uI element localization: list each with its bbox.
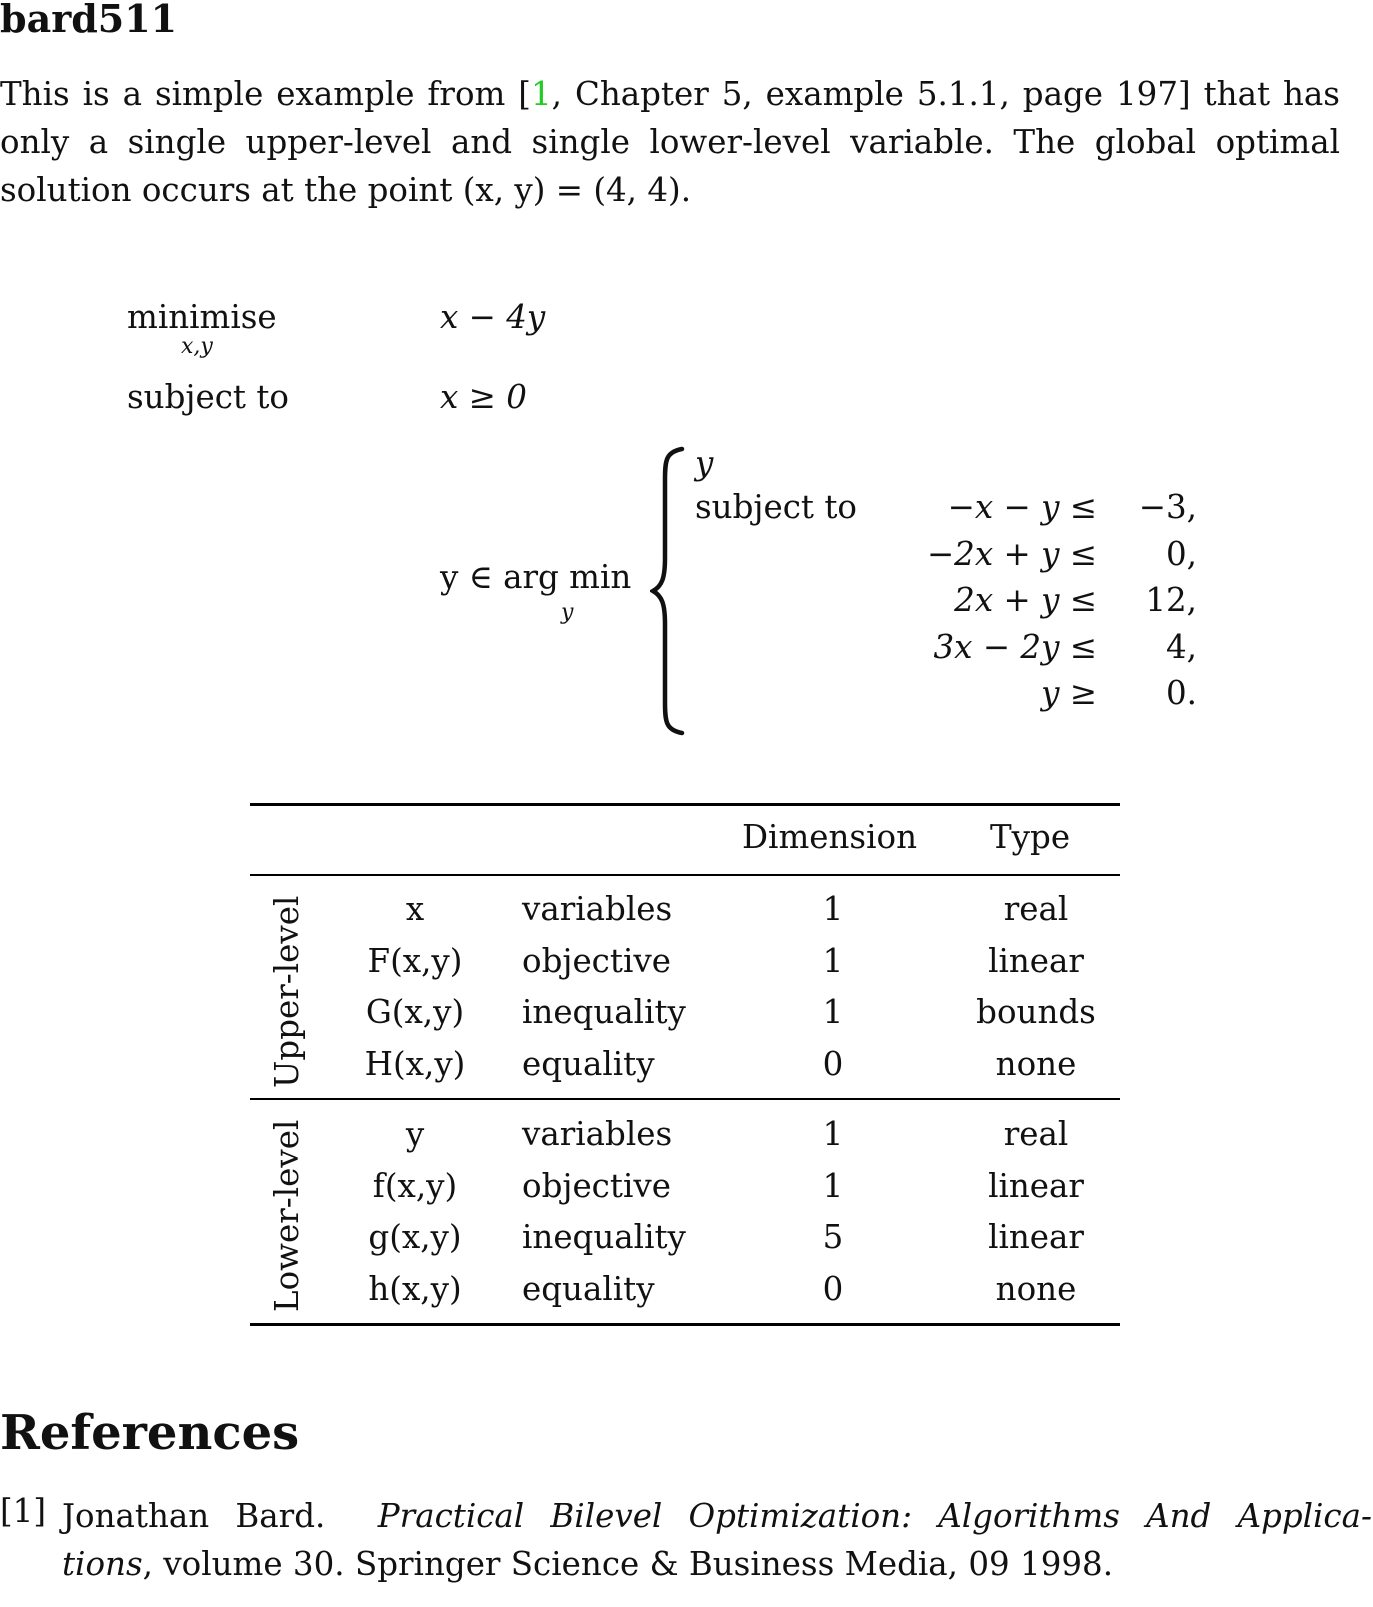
- citation-link[interactable]: 1: [530, 75, 552, 113]
- lower-level-label: Lower-level: [268, 1119, 306, 1312]
- table-mid-rule: [250, 1098, 1120, 1100]
- table-cell-dimension: 1: [822, 1166, 844, 1205]
- table-cell-type: real: [1003, 890, 1069, 928]
- table-cell-symbol: y: [405, 1115, 425, 1153]
- minimise-label: minimise: [127, 298, 277, 336]
- optimal-point-math: (x, y) = (4, 4): [462, 171, 681, 209]
- constraint-rhs: −3,: [1138, 488, 1197, 526]
- intro-text: .: [680, 171, 692, 209]
- table-cell-type: linear: [988, 1166, 1084, 1205]
- intro-text: , Chapter 5, example 5.1.1, page 197] that has: [551, 75, 1340, 113]
- argmin-subscript: y: [561, 600, 574, 625]
- table-cell-kind: inequality: [522, 1218, 686, 1256]
- table-cell-dimension: 0: [822, 1269, 844, 1308]
- constraint-lhs: 2x + y ≤: [954, 581, 1097, 619]
- page-title: bard511: [0, 0, 178, 41]
- upper-constraint: x ≥ 0: [440, 378, 527, 416]
- constraint-lhs: 3x − 2y ≤: [933, 628, 1097, 666]
- table-cell-type: none: [995, 1044, 1077, 1083]
- lower-subject-to-label: subject to: [695, 488, 857, 526]
- reference-entry: [62, 1492, 1372, 1588]
- constraint-rhs: 0,: [1165, 535, 1197, 573]
- reference-line-2: [62, 1540, 1372, 1588]
- constraint-lhs: −x − y ≤: [947, 488, 1097, 526]
- reference-line-1: [62, 1492, 1372, 1540]
- table-header-rule: [250, 874, 1120, 876]
- table-top-rule: [250, 803, 1120, 806]
- constraint-lhs: −2x + y ≤: [926, 535, 1097, 573]
- table-cell-kind: objective: [522, 1166, 671, 1205]
- table-cell-kind: variables: [522, 1115, 673, 1153]
- references-heading: References: [0, 1405, 300, 1461]
- argmin-expression: y ∈ arg min: [440, 558, 632, 596]
- table-cell-symbol: G(x,y): [365, 993, 465, 1031]
- reference-number: [1]: [0, 1492, 47, 1530]
- reference-details: , volume 30. Springer Science & Business Media, 09 1998.: [142, 1545, 1114, 1583]
- table-cell-kind: inequality: [522, 993, 686, 1031]
- table-cell-dimension: 1: [822, 993, 844, 1031]
- table-cell-kind: objective: [522, 941, 671, 980]
- subject-to-label: subject to: [127, 378, 289, 416]
- left-brace: [650, 446, 690, 736]
- table-cell-type: linear: [988, 941, 1084, 980]
- table-cell-dimension: 1: [822, 890, 844, 928]
- upper-objective: x − 4y: [440, 298, 546, 336]
- table-cell-dimension: 0: [822, 1044, 844, 1083]
- table-cell-kind: equality: [522, 1044, 655, 1083]
- table-cell-symbol: h(x,y): [368, 1269, 462, 1308]
- table-cell-type: none: [995, 1269, 1077, 1308]
- reference-title: Practical Bilevel Optimization: Algorithms And Applica-: [377, 1497, 1372, 1535]
- table-bottom-rule: [250, 1323, 1120, 1326]
- table-cell-symbol: f(x,y): [372, 1166, 458, 1205]
- lower-objective: y: [695, 444, 714, 482]
- intro-paragraph: [0, 70, 1340, 214]
- reference-author: Jonathan Bard.: [62, 1497, 326, 1535]
- table-cell-dimension: 1: [822, 941, 844, 980]
- table-cell-type: real: [1003, 1115, 1069, 1153]
- header-type: Type: [990, 818, 1071, 856]
- constraint-rhs: 0.: [1165, 674, 1197, 712]
- table-cell-dimension: 5: [822, 1218, 844, 1256]
- reference-title-cont: tions: [62, 1545, 143, 1583]
- table-cell-type: linear: [988, 1218, 1084, 1256]
- constraint-rhs: 12,: [1145, 581, 1197, 619]
- table-cell-kind: variables: [522, 890, 673, 928]
- intro-line-1: [0, 70, 1340, 118]
- intro-line-3: [0, 166, 1340, 214]
- table-cell-symbol: H(x,y): [364, 1044, 466, 1083]
- upper-level-label: Upper-level: [268, 895, 306, 1088]
- table-cell-type: bounds: [976, 993, 1096, 1031]
- intro-line-2: only a single upper-level and single lower-level variable. The global optimal: [0, 123, 1340, 161]
- table-cell-symbol: F(x,y): [367, 941, 463, 980]
- constraint-lhs: y ≥: [1041, 674, 1097, 712]
- minimise-subscript: x,y: [181, 334, 213, 359]
- table-cell-symbol: x: [405, 890, 425, 928]
- table-cell-dimension: 1: [822, 1115, 844, 1153]
- table-cell-kind: equality: [522, 1269, 655, 1308]
- table-cell-symbol: g(x,y): [368, 1218, 462, 1256]
- intro-text: This is a simple example from [: [0, 75, 531, 113]
- intro-text: solution occurs at the point: [0, 171, 463, 209]
- constraint-rhs: 4,: [1165, 628, 1197, 666]
- header-dimension: Dimension: [742, 818, 918, 856]
